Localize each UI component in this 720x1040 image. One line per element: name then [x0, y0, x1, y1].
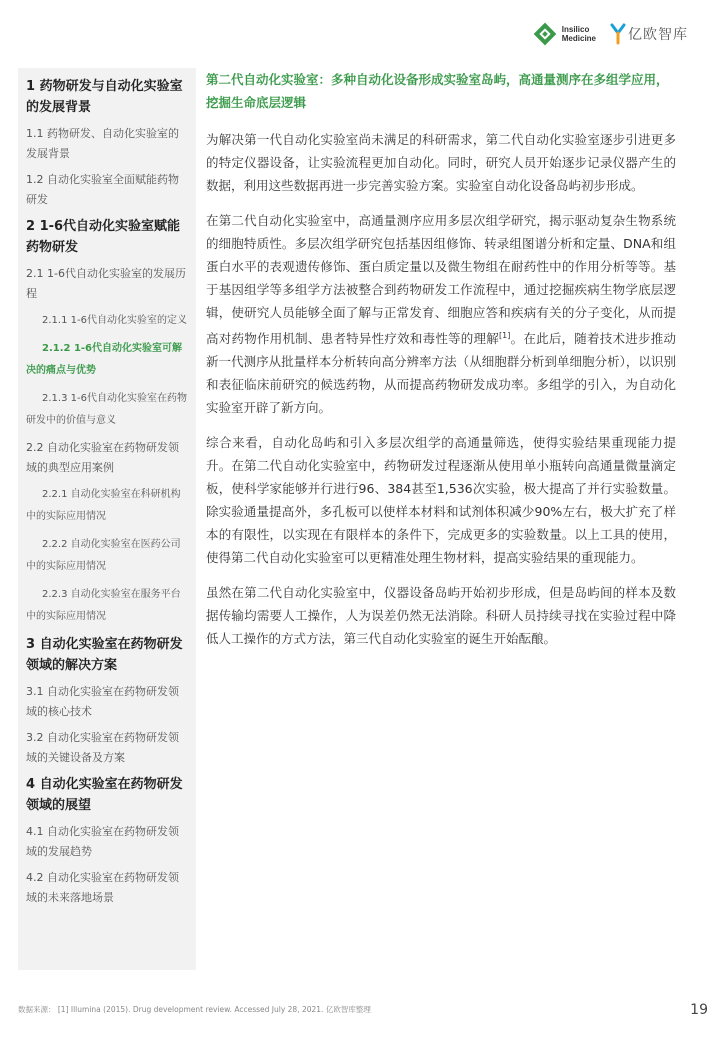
paragraph-3: 综合来看，自动化岛屿和引入多层次组学的高通量筛选，使得实验结果重现能力提升。在第二代自动化实验室中，药物研发过程逐渐从使用单小瓶转向高通量微量滴定板，使科学家能够并行进行96、384甚至1,536次实验，极大提高了并行实验数量。除实验通量提高外，多孔板可以使样本材料和试剂体积减少90%左右，极大扩充了样本的有限性，以实现在有限样本的条件下，完成更多的实验数量。以上工具的使用，使得第二代自动化实验室可以更精准处理生物材料，提高实验结果的重现能力。 [206, 435, 676, 566]
toc-item[interactable]: 2.1.3 1-6代自动化实验室在药物研发中的价值与意义 [26, 393, 187, 426]
toc-item[interactable]: 3 自动化实验室在药物研发领域的解决方案 [26, 637, 183, 673]
yiou-logo [610, 23, 688, 45]
toc-item[interactable]: 4.1 自动化实验室在药物研发领域的发展趋势 [26, 825, 179, 858]
main-content [206, 68, 676, 662]
toc-item[interactable]: 2.2.1 自动化实验室在科研机构中的实际应用情况 [26, 489, 181, 522]
page-number: 19 [690, 1002, 708, 1018]
section-title: 第二代自动化实验室：多种自动化设备形成实验室岛屿，高通量测序在多组学应用，挖掘生命底层逻辑 [206, 72, 669, 110]
toc-item[interactable]: 2.1.1 1-6代自动化实验室的定义 [42, 315, 187, 326]
toc-item[interactable]: 2.2.2 自动化实验室在医药公司中的实际应用情况 [26, 539, 181, 572]
toc-item[interactable]: 1.1 药物研发、自动化实验室的发展背景 [26, 127, 179, 160]
toc-item[interactable]: 4 自动化实验室在药物研发领域的展望 [26, 777, 183, 813]
toc-item[interactable]: 3.1 自动化实验室在药物研发领域的核心技术 [26, 685, 179, 718]
toc-item[interactable]: 1 药物研发与自动化实验室的发展背景 [26, 79, 183, 115]
toc-item[interactable]: 2.2 自动化实验室在药物研发领域的典型应用案例 [26, 441, 179, 474]
insilico-diamond-icon [532, 21, 558, 47]
toc-item[interactable]: 1.2 自动化实验室全面赋能药物研发 [26, 173, 179, 206]
table-of-contents [18, 68, 196, 970]
toc-item[interactable]: 2.2.3 自动化实验室在服务平台中的实际应用情况 [26, 589, 181, 622]
yiou-logo-text: 亿欧智库 [628, 27, 688, 43]
toc-item[interactable]: 4.2 自动化实验室在药物研发领域的未来落地场景 [26, 871, 179, 904]
paragraph-2-part-b: 。在此后，随着技术进步推动新一代测序从批量样本分析转向高分辨率方法（从细胞群分析到单细胞分析），以识别和表征临床前研究的候选药物，从而提高药物研发成功率。多组学的引入，为自动化实验室开辟了新方向。 [206, 331, 676, 416]
toc-item[interactable]: 2.1.2 1-6代自动化实验室可解决的痛点与优势 [26, 343, 183, 376]
paragraph-1: 为解决第一代自动化实验室尚未满足的科研需求，第二代自动化实验室逐步引进更多的特定仪器设备，让实验流程更加自动化。同时，研究人员开始逐步记录仪器产生的数据，利用这些数据再进一步完善实验方案。实验室自动化设备岛屿初步形成。 [206, 132, 676, 193]
toc-item[interactable]: 3.2 自动化实验室在药物研发领域的关键设备及方案 [26, 731, 179, 764]
paragraph-4: 虽然在第二代自动化实验室中，仪器设备岛屿开始初步形成，但是岛屿间的样本及数据传输均需要人工操作，人为误差仍然无法消除。科研人员持续寻找在实验过程中降低人工操作的方式方法，第三代自动化实验室的诞生开始酝酿。 [206, 585, 676, 647]
insilico-logo-line2: Medicine [561, 34, 596, 43]
toc-item[interactable]: 2.1 1-6代自动化实验室的发展历程 [26, 267, 186, 300]
citation-1: [1] [499, 331, 511, 340]
insilico-medicine-logo [532, 21, 596, 47]
paragraph-2 [206, 209, 676, 419]
insilico-logo-line1: Insilico [561, 25, 590, 34]
yiou-mark-icon [610, 23, 626, 45]
page-header [532, 14, 688, 54]
paragraph-2-part-a: 在第二代自动化实验室中，高通量测序应用多层次组学研究，揭示驱动复杂生物系统的细胞特质性。多层次组学研究包括基因组修饰、转录组图谱分析和定量、DNA和组蛋白水平的表观遗传修饰、蛋白质定量以及微生物组在耐药性中的作用分析等等。基于基因组学等多组学方法被整合到药物研发工作流程中，通过挖掘疾病生物学底层逻辑，使研究人员能够全面了解与正常发育、细胞应答和疾病有关的分子变化，从而提高对药物作用机制、患者特异性疗效和毒性等的理解 [206, 213, 676, 347]
toc-item[interactable]: 2 1-6代自动化实验室赋能药物研发 [26, 219, 181, 255]
source-note: 数据来源： [1] Illumina (2015). Drug development review. Accessed July 28, 2021. 亿欧智库整理 [18, 1005, 371, 1014]
